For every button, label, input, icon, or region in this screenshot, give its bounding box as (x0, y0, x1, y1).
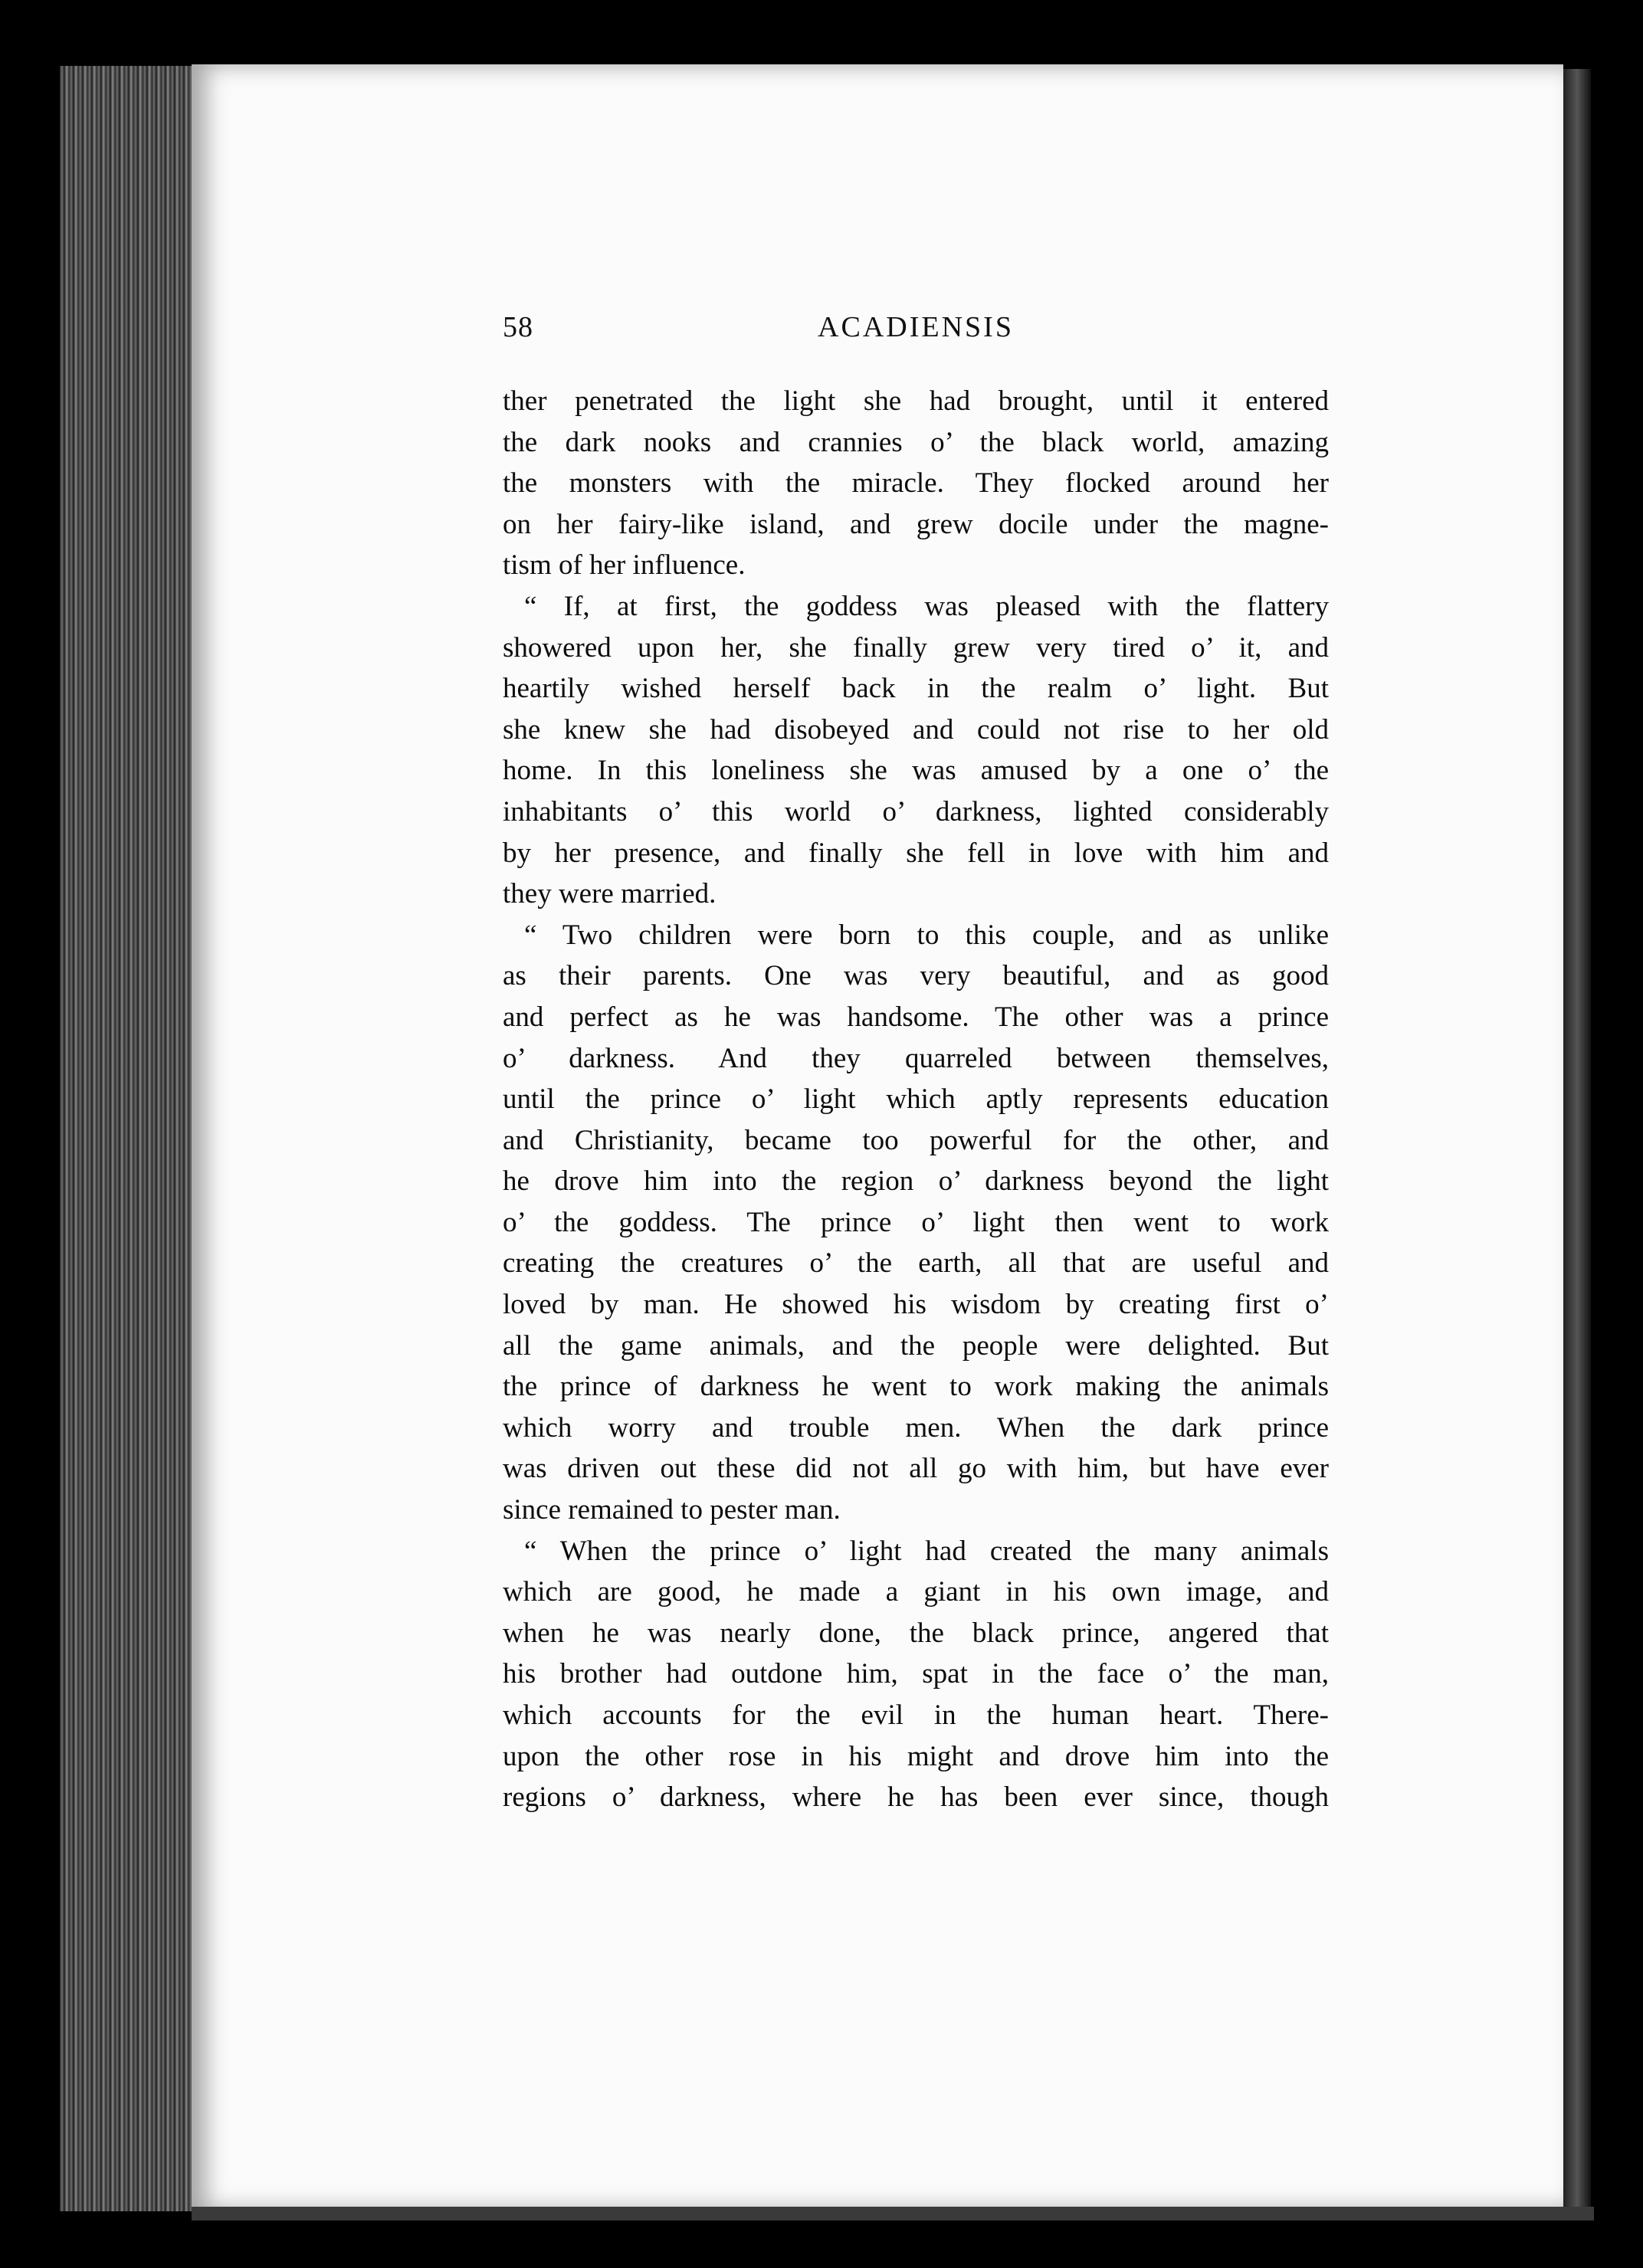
text-line: heartily wished herself back in the realm o’ light. But (503, 673, 1329, 705)
text-line: tism of her influence. (503, 549, 746, 582)
text-line: upon the other rose in his might and drove him into the (503, 1740, 1329, 1772)
text-line: which worry and trouble men. When the dark prince (503, 1411, 1329, 1444)
running-title: ACADIENSIS (818, 311, 1014, 343)
book-bottom-edge (192, 2207, 1594, 2220)
next-page-edge (1563, 69, 1591, 2207)
text-line: the dark nooks and crannies o’ the black world, amazing (503, 426, 1329, 458)
text-line: home. In this loneliness she was amused by a one o’ the (503, 755, 1329, 787)
text-line: “ If, at first, the goddess was pleased with the flattery (524, 590, 1329, 622)
text-line: until the prince o’ light which aptly represents education (503, 1083, 1329, 1116)
page-header (503, 310, 1329, 353)
text-line: showered upon her, she finally grew very tired o’ it, and (503, 631, 1329, 664)
text-line: and Christianity, became too powerful for the other, and (503, 1124, 1329, 1156)
text-line: loved by man. He showed his wisdom by creating first o’ (503, 1289, 1329, 1321)
text-line: as their parents. One was very beautiful, and as good (503, 960, 1329, 992)
text-line: she knew she had disobeyed and could not rise to her old (503, 713, 1329, 746)
text-line: he drove him into the region o’ darkness beyond the light (503, 1165, 1329, 1198)
text-line: they were married. (503, 878, 717, 910)
text-line: “ When the prince o’ light had created the many animals (524, 1535, 1329, 1567)
text-line: his brother had outdone him, spat in the face o’ the man, (503, 1658, 1329, 1690)
text-line: the monsters with the miracle. They flocked around her (503, 467, 1329, 500)
text-line: which are good, he made a giant in his own image, and (503, 1576, 1329, 1608)
text-line: since remained to pester man. (503, 1494, 841, 1526)
text-line: o’ the goddess. The prince o’ light then went to work (503, 1206, 1329, 1238)
text-line: o’ darkness. And they quarreled between themselves, (503, 1042, 1329, 1074)
page-number: 58 (503, 311, 533, 343)
text-line: creating the creatures o’ the earth, all that are useful and (503, 1247, 1329, 1280)
text-line: ther penetrated the light she had brought, until it entered (503, 385, 1329, 417)
text-line: when he was nearly done, the black prince, angered that (503, 1617, 1329, 1649)
text-line: regions o’ darkness, where he has been ever since, though (503, 1781, 1329, 1814)
text-line: all the game animals, and the people were delighted. But (503, 1329, 1329, 1362)
book-page-edges (60, 66, 205, 2211)
text-line: which accounts for the evil in the human heart. There- (503, 1699, 1329, 1731)
text-line: by her presence, and finally she fell in love with him and (503, 837, 1329, 869)
body-text (503, 381, 1329, 1818)
text-line: the prince of darkness he went to work making the animals (503, 1371, 1329, 1403)
text-line: was driven out these did not all go with him, but have ever (503, 1453, 1329, 1485)
text-line: and perfect as he was handsome. The other was a prince (503, 1001, 1329, 1033)
text-line: “ Two children were born to this couple, and as unlike (524, 919, 1329, 951)
text-line: on her fairy-like island, and grew docile under the magne- (503, 508, 1329, 540)
text-line: inhabitants o’ this world o’ darkness, lighted considerably (503, 795, 1329, 828)
